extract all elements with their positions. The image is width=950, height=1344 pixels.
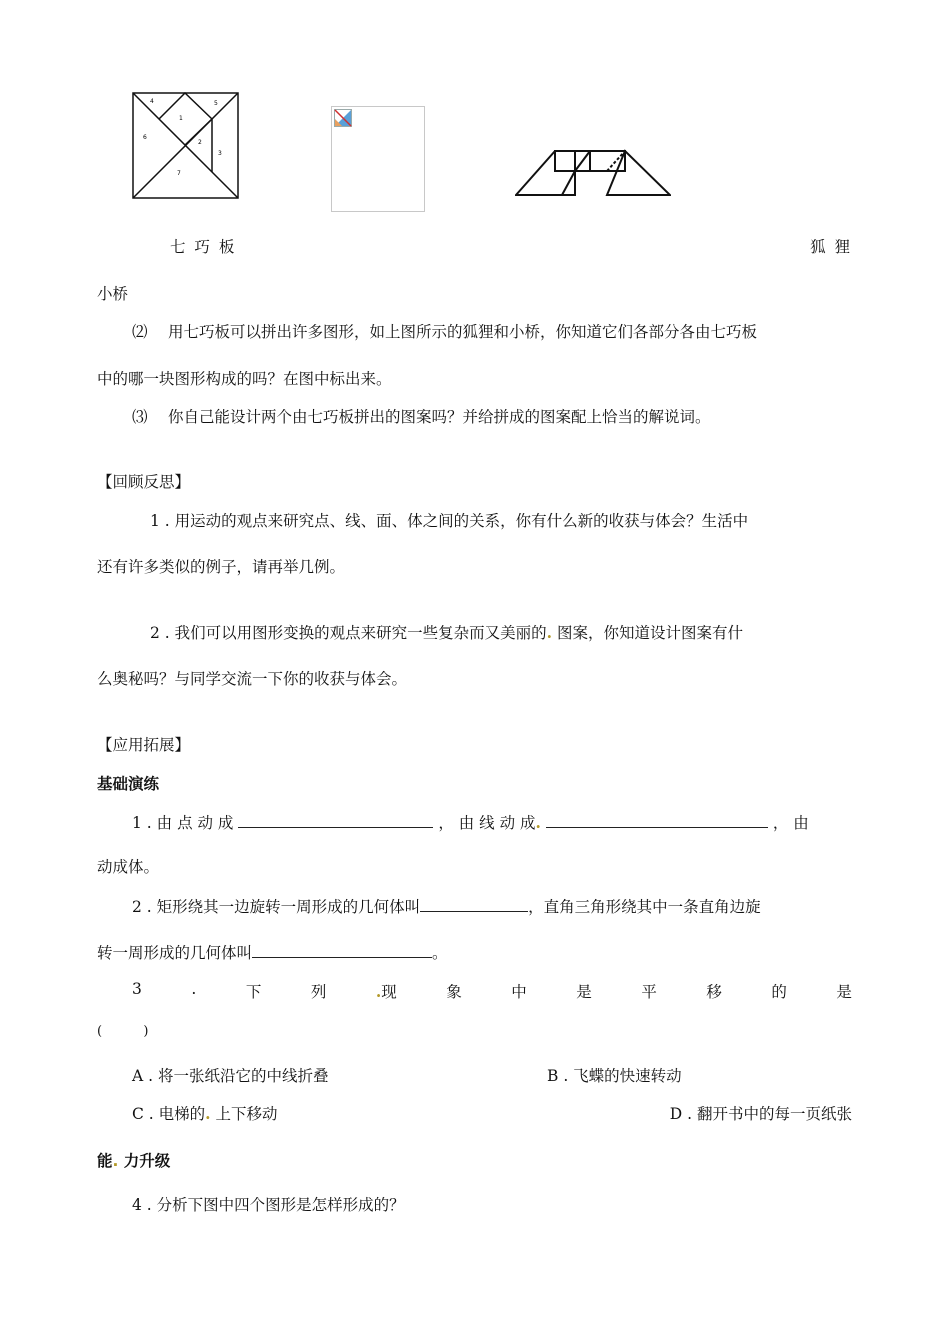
exercise-1-line-1: [132, 811, 809, 833]
review-item-2-line-1: [150, 621, 743, 643]
exercise-2-text-a: 2 . 矩形绕其一边旋转一周形成的几何体叫: [132, 898, 421, 916]
exercise-3-char: 的: [771, 983, 787, 1001]
caption-fox: 狐 狸: [810, 238, 852, 256]
exercise-3-char: 下: [245, 983, 262, 1001]
exercise-3-char: 平: [641, 983, 657, 1001]
exercise-3-dot: .: [375, 982, 382, 1001]
exercise-3-char: 象: [446, 983, 462, 1001]
exercise-1-text-b: ， 由 线 动 成: [438, 814, 536, 832]
broken-image-icon: [334, 109, 352, 127]
caption-tangram: 七 巧 板: [170, 238, 237, 256]
exercise-1-dot: .: [535, 813, 541, 832]
caption-bridge: 小桥: [97, 285, 129, 303]
tangram-number-6: 6: [143, 134, 147, 141]
exercise-2-blank-2[interactable]: [252, 942, 432, 959]
ability-text-a: 能: [97, 1152, 113, 1170]
exercise-2-line-1: [132, 895, 761, 917]
tangram-number-7: 7: [177, 170, 181, 177]
exercise-1-blank-2[interactable]: [546, 812, 768, 829]
review-item-2-dot: .: [546, 623, 553, 642]
question-2-number: ⑵: [132, 323, 148, 341]
exercise-4: 4 . 分析下图中四个图形是怎样形成的？: [132, 1196, 405, 1214]
option-a[interactable]: A . 将一张纸沿它的中线折叠: [132, 1067, 329, 1085]
question-2-line-1: 用七巧板可以拼出许多图形，如上图所示的狐狸和小桥，你知道它们各部分各由七巧板: [168, 323, 758, 341]
exercise-3-char-dotted: [376, 980, 397, 1002]
option-c-dot: .: [205, 1104, 211, 1123]
tangram-number-3: 3: [218, 150, 222, 157]
option-c-text-a: C . 电梯的: [132, 1105, 206, 1123]
option-d[interactable]: D . 翻开书中的每一页纸张: [669, 1105, 852, 1123]
exercise-3-answer-paren[interactable]: ( ): [97, 1024, 149, 1039]
ability-dot: .: [112, 1152, 119, 1170]
exercise-2-line-2: [97, 941, 448, 963]
exercise-3-char: 中: [511, 983, 527, 1001]
question-3-number: ⑶: [132, 408, 148, 426]
exercise-2-blank-1[interactable]: [420, 896, 528, 913]
review-item-1-line-1: 1 . 用运动的观点来研究点、线、面、体之间的关系，你有什么新的收获与体会？生活中: [150, 512, 749, 530]
option-c[interactable]: [132, 1102, 278, 1124]
exercise-2-text-b: ，直角三角形绕其中一条直角边旋: [528, 898, 761, 916]
option-c-text-b: 上下移动: [210, 1105, 278, 1123]
option-b[interactable]: B . 飞蝶的快速转动: [547, 1067, 682, 1085]
ability-text-b: 力升级: [118, 1152, 171, 1170]
extension-heading: 【应用拓展】: [97, 736, 191, 754]
tangram-figure: [132, 92, 240, 200]
tangram-number-1: 1: [179, 115, 183, 122]
exercise-3-char: 移: [706, 983, 722, 1001]
exercise-1-line-2: 动成体。: [97, 858, 160, 876]
exercise-1-blank-1[interactable]: [238, 812, 433, 829]
basic-practice-heading: 基础演练: [97, 775, 160, 793]
exercise-2-line-2-end: 。: [432, 944, 448, 962]
exercise-3-line-1: [132, 980, 852, 1002]
review-item-1-line-2: 还有许多类似的例子，请再举几例。: [97, 558, 346, 576]
exercise-1-text-c: ， 由: [772, 814, 809, 832]
question-3-text: 你自己能设计两个由七巧板拼出的图案吗？并给拼成的图案配上恰当的解说词。: [168, 408, 711, 426]
fox-image-placeholder: [331, 106, 425, 212]
exercise-3-char: 是: [576, 983, 592, 1001]
exercise-3-char: 现: [381, 983, 397, 1001]
tangram-number-5: 5: [214, 100, 218, 107]
review-item-2-line-2: 么奥秘吗？与同学交流一下你的收获与体会。: [97, 670, 408, 688]
exercise-3-char: 列: [310, 983, 327, 1001]
exercise-2-line-2-text: 转一周形成的几何体叫: [97, 944, 253, 962]
review-item-2-text-b: 图案，你知道设计图案有什: [552, 624, 743, 642]
question-2-line-2: 中的哪一块图形构成的吗？在图中标出来。: [97, 370, 392, 388]
tangram-number-2: 2: [198, 139, 202, 146]
review-item-2-text-a: 2 . 我们可以用图形变换的观点来研究一些复杂而又美丽的: [150, 624, 547, 642]
exercise-3-char: 3: [132, 980, 142, 998]
exercise-1-text-a: 1 . 由 点 动 成: [132, 814, 234, 832]
exercise-3-char: .: [191, 980, 197, 998]
bridge-figure: [515, 148, 671, 198]
ability-upgrade-heading: [97, 1149, 170, 1171]
tangram-number-4: 4: [150, 98, 154, 105]
review-heading: 【回顾反思】: [97, 473, 191, 491]
exercise-3-char: 是: [836, 983, 852, 1001]
